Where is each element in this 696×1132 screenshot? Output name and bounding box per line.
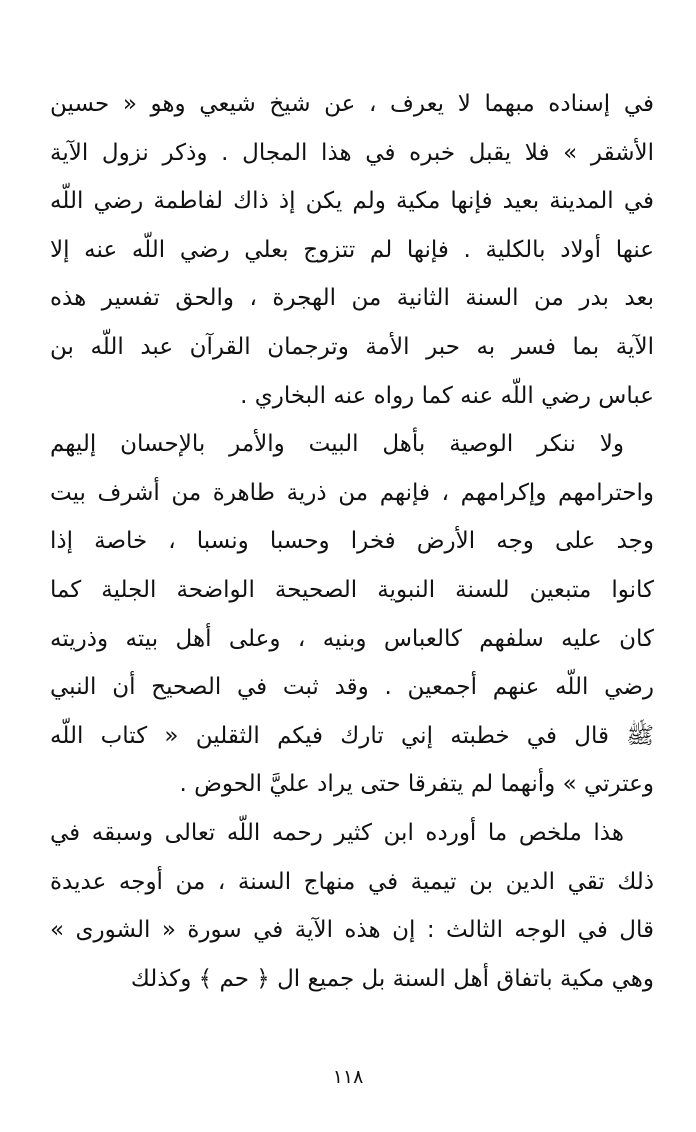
text-line: ﷺ قال في خطبته إني تارك فيكم الثقلين « كتاب اللّه <box>50 722 654 749</box>
text-line: عباس رضي اللّه عنه كما رواه عنه البخاري . <box>240 382 654 409</box>
text-line: واحترامهم وإكرامهم ، فإنهم من ذرية طاهرة من أشرف بيت <box>50 479 654 506</box>
body-text <box>50 80 654 1003</box>
text-line: وهي مكية باتفاق أهل السنة بل جميع ال ﴿ حم ﴾ وكذلك <box>130 965 654 992</box>
text-line: في إسناده مبهما لا يعرف ، عن شيخ شيعي وهو « حسين <box>50 91 654 117</box>
text-line: وعترتي » وأنهما لم يتفرقا حتى يراد عليَّ الحوض . <box>179 771 654 798</box>
text-line: هذا ملخص ما أورده ابن كثير رحمه اللّه تعالى وسبقه في <box>50 819 624 846</box>
text-line: كان عليه سلفهم كالعباس وبنيه ، وعلى أهل بيته وذريته <box>50 625 654 652</box>
text-line: بعد بدر من السنة الثانية من الهجرة ، والحق تفسير هذه <box>50 285 654 312</box>
text-line: الآية بما فسر به حبر الأمة وترجمان القرآن عبد اللّه بن <box>50 333 654 360</box>
text-line: كانوا متبعين للسنة النبوية الصحيحة الواضحة الجلية كما <box>50 576 654 603</box>
text-line: الأشقر » فلا يقبل خبره في هذا المجال . وذكر نزول الآية <box>50 139 654 166</box>
paragraph <box>50 809 654 1003</box>
text-line: في المدينة بعيد فإنها مكية ولم يكن إذ ذاك لفاطمة رضي اللّه <box>50 188 654 215</box>
text-line: ولا ننكر الوصية بأهل البيت والأمر بالإحسان إليهم <box>50 431 624 458</box>
text-line: رضي اللّه عنهم أجمعين . وقد ثبت في الصحيح أن النبي <box>50 674 654 701</box>
text-line: ذلك تقي الدين بن تيمية في منهاج السنة ، من أوجه عديدة <box>50 868 654 895</box>
paragraph <box>50 420 654 809</box>
paragraph <box>50 80 654 420</box>
text-line: عنها أولاد بالكلية . فإنها لم تتزوج بعلي رضي اللّه عنه إلا <box>50 236 654 263</box>
page-number: ١١٨ <box>332 1066 364 1088</box>
text-line: قال في الوجه الثالث : إن هذه الآية في سورة « الشورى » <box>50 917 654 944</box>
text-line: وجد على وجه الأرض فخرا وحسبا ونسبا ، خاصة إذا <box>50 528 654 555</box>
